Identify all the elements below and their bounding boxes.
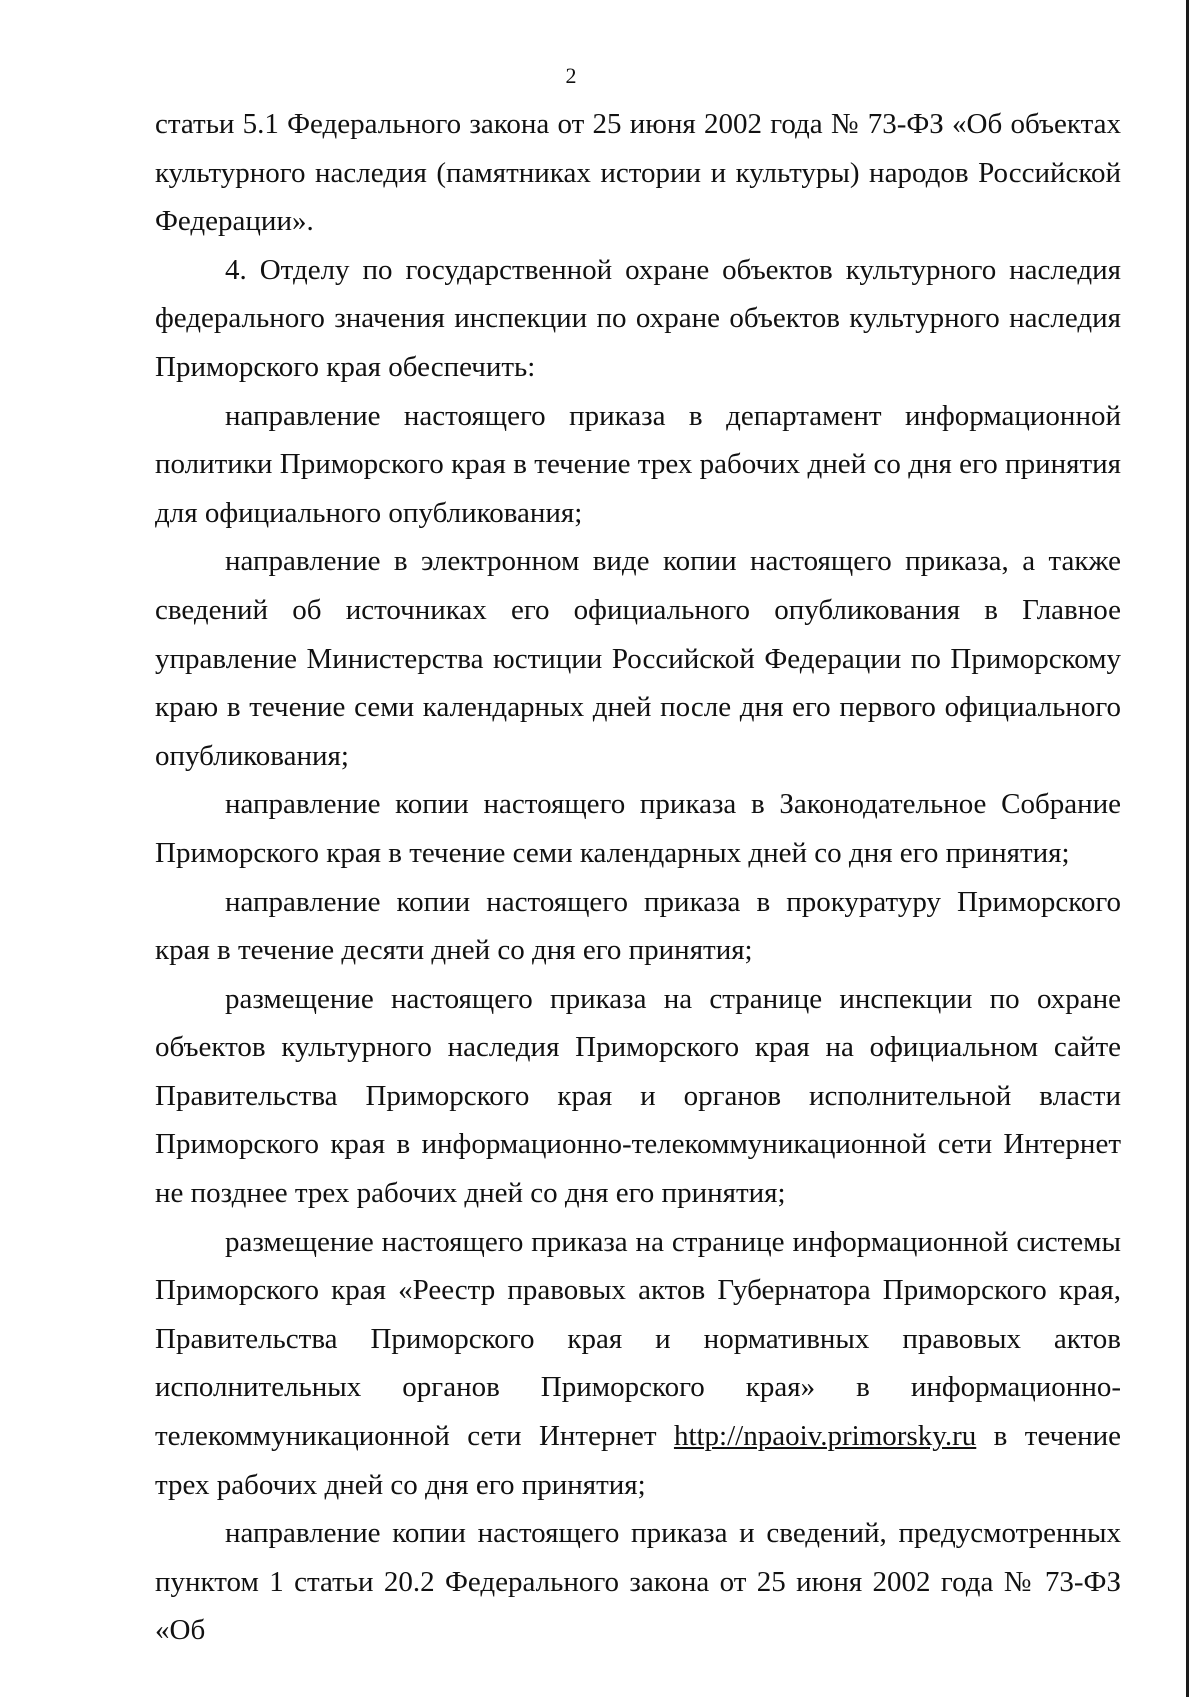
registry-link[interactable]: http://npaoiv.primorsky.ru bbox=[673, 1420, 977, 1453]
scan-edge-line bbox=[1186, 0, 1189, 1697]
paragraph-publish-on-government-site: размещение настоящего приказа на странице инспекции по охране объектов культурного наследия Приморского края на официальном сайте Правительства Приморского края и органов исполнительной власти Приморского края в информационно-телекоммуникационной сети Интернет не позднее трех рабочих дней со дня его принятия; bbox=[155, 982, 1121, 1210]
registry-text-after-link: в течение трех рабочих дней со дня его принятия; bbox=[155, 1420, 1121, 1501]
paragraph-publish-in-registry bbox=[155, 1218, 1121, 1510]
paragraph-article-continuation: статьи 5.1 Федерального закона от 25 июня 2002 года № 73-ФЗ «Об объектах культурного наследия (памятниках истории и культуры) народов Российской Федерации». bbox=[155, 108, 1121, 238]
paragraph-send-to-information-policy-dept: направление настоящего приказа в департамент информационной политики Приморского края в течение трех рабочих дней со дня его принятия для официального опубликования; bbox=[155, 399, 1121, 529]
document-body bbox=[155, 100, 1121, 1655]
registry-text-before-link: размещение настоящего приказа на странице информационной системы Приморского края «Реестр правовых актов Губернатора Приморского края, Правительства Приморского края и нормативных правовых актов исполнительных органов Приморского края» в информационно-телекоммуникационной сети Интернет bbox=[155, 1225, 1121, 1453]
paragraph-item-4: 4. Отделу по государственной охране объектов культурного наследия федерального значения инспекции по охране объектов культурного наследия Приморского края обеспечить: bbox=[155, 253, 1121, 383]
paragraph-send-to-legislative-assembly: направление копии настоящего приказа в Законодательное Собрание Приморского края в течение семи календарных дней со дня его принятия; bbox=[155, 788, 1121, 869]
paragraph-send-to-prosecutor: направление копии настоящего приказа в прокуратуру Приморского края в течение десяти дней со дня его принятия; bbox=[155, 885, 1121, 967]
page-number: 2 bbox=[565, 63, 577, 88]
paragraph-send-copy-and-information: направление копии настоящего приказа и сведений, предусмотренных пунктом 1 статьи 20.2 Федерального закона от 25 июня 2002 года № 73-ФЗ «Об bbox=[155, 1517, 1121, 1647]
paragraph-send-to-ministry-of-justice: направление в электронном виде копии настоящего приказа, а также сведений об источниках его официального опубликования в Главное управление Министерства юстиции Российской Федерации по Приморскому краю в течение семи календарных дней после дня его первого официального опубликования; bbox=[155, 545, 1121, 772]
